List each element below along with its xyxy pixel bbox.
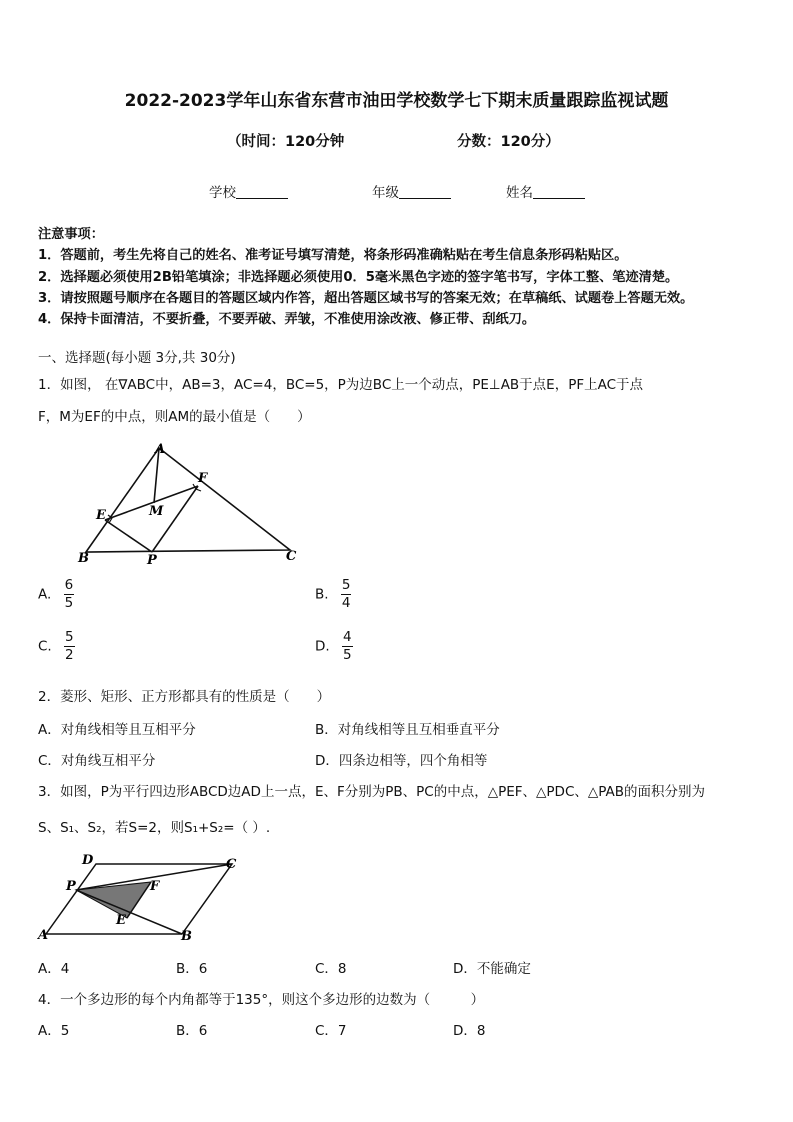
q2-option-b[interactable]: B．对角线相等且互相垂直平分 bbox=[315, 722, 500, 738]
q4-stem: 4．一个多边形的每个内角都等于135°，则这个多边形的边数为（ ） bbox=[38, 992, 485, 1008]
label-p: P bbox=[147, 553, 157, 566]
label-e: E bbox=[116, 913, 126, 928]
q4-option-c[interactable]: C．7 bbox=[315, 1023, 347, 1039]
label-f: F bbox=[198, 471, 208, 486]
school-field bbox=[209, 181, 288, 201]
q3-option-b[interactable]: B．6 bbox=[176, 961, 208, 977]
q3-stem-line2: S、S₁、S₂，若S=2，则S₁+S₂=（ ）. bbox=[38, 820, 271, 836]
school-label: 学校 bbox=[209, 185, 236, 201]
q1-option-c[interactable] bbox=[38, 629, 75, 664]
note-item: 3．请按照题号顺序在各题目的答题区域内作答，超出答题区域书写的答案无效；在草稿纸、试题卷上答题无效。 bbox=[38, 290, 694, 306]
numerator: 6 bbox=[64, 577, 74, 593]
school-blank bbox=[236, 184, 288, 199]
name-blank bbox=[533, 184, 585, 199]
q4-option-b[interactable]: B．6 bbox=[176, 1023, 208, 1039]
denominator: 5 bbox=[342, 647, 352, 663]
q1-option-a[interactable] bbox=[38, 577, 74, 612]
segment-pf bbox=[152, 486, 198, 552]
label-d: D bbox=[82, 853, 94, 868]
exam-score: 分数：120分） bbox=[457, 134, 560, 150]
label-c: C bbox=[226, 857, 237, 872]
label-f: F bbox=[150, 879, 160, 894]
note-item: 4．保持卡面清洁，不要折叠，不要弄破、弄皱，不准使用涂改液、修正带、刮纸刀。 bbox=[38, 312, 536, 328]
denominator: 2 bbox=[65, 647, 74, 663]
q1-option-d[interactable] bbox=[315, 629, 353, 664]
label-m: M bbox=[149, 504, 164, 519]
label-c: C bbox=[286, 549, 297, 564]
fraction bbox=[341, 577, 352, 612]
grade-blank bbox=[399, 184, 451, 199]
q3-option-d[interactable]: D．不能确定 bbox=[453, 961, 531, 977]
label-b: B bbox=[78, 551, 89, 566]
option-letter: A. bbox=[38, 586, 52, 603]
q2-option-a[interactable]: A．对角线相等且互相平分 bbox=[38, 722, 196, 738]
option-letter: D. bbox=[315, 638, 330, 655]
q3-figure bbox=[34, 852, 244, 944]
q3-option-a[interactable]: A．4 bbox=[38, 961, 70, 977]
q4-option-a[interactable]: A．5 bbox=[38, 1023, 70, 1039]
q3-option-c[interactable]: C．8 bbox=[315, 961, 347, 977]
note-item: 2．选择题必须使用2B铅笔填涂；非选择题必须使用0．5毫米黑色字迹的签字笔书写，字体工整、笔迹清楚。 bbox=[38, 269, 679, 285]
option-letter: C. bbox=[38, 638, 52, 655]
numerator: 4 bbox=[342, 629, 352, 645]
grade-field bbox=[372, 181, 451, 201]
q1-stem-line1: 1．如图， 在∇ABC中，AB=3，AC=4，BC=5，P为边BC上一个动点，PE⊥AB于点E，PF上AC于点 bbox=[38, 377, 644, 393]
name-label: 姓名 bbox=[506, 185, 533, 201]
label-a: A bbox=[155, 442, 166, 457]
label-b: B bbox=[181, 929, 192, 944]
notes-heading: 注意事项： bbox=[38, 227, 104, 242]
fraction bbox=[342, 629, 353, 664]
q1-stem-line2: F，M为EF的中点，则AM的最小值是（ ） bbox=[38, 409, 311, 425]
note-item: 1．答题前，考生先将自己的姓名、准考证号填写清楚，将条形码准确粘贴在考生信息条形码粘贴区。 bbox=[38, 248, 628, 264]
notes-block bbox=[38, 224, 693, 330]
q2-option-c[interactable]: C．对角线互相平分 bbox=[38, 753, 156, 769]
numerator: 5 bbox=[341, 577, 351, 593]
q1-figure bbox=[74, 438, 304, 566]
q2-option-d[interactable]: D．四条边相等，四个角相等 bbox=[315, 753, 488, 769]
q4-option-d[interactable]: D．8 bbox=[453, 1023, 486, 1039]
fraction bbox=[64, 629, 75, 664]
q1-option-b[interactable] bbox=[315, 577, 351, 612]
exam-time: （时间：120分钟 bbox=[227, 134, 345, 150]
segment-pe bbox=[105, 520, 152, 552]
q2-stem: 2．菱形、矩形、正方形都具有的性质是（ ） bbox=[38, 689, 331, 705]
page-title: 2022-2023学年山东省东营市油田学校数学七下期末质量跟踪监视试题 bbox=[124, 91, 669, 111]
label-a: A bbox=[38, 928, 49, 943]
fraction bbox=[64, 577, 75, 612]
numerator: 5 bbox=[65, 629, 74, 645]
denominator: 4 bbox=[341, 595, 351, 611]
section-heading: 一、选择题(每小题 3分,共 30分) bbox=[38, 350, 236, 366]
name-field bbox=[506, 181, 585, 201]
denominator: 5 bbox=[64, 595, 74, 611]
q3-stem-line1: 3．如图，P为平行四边形ABCD边AD上一点，E、F分别为PB、PC的中点，△PEF、△PDC、△PAB的面积分别为 bbox=[38, 784, 706, 800]
grade-label: 年级 bbox=[372, 185, 399, 201]
label-e: E bbox=[96, 508, 106, 523]
option-letter: B. bbox=[315, 586, 329, 603]
label-p: P bbox=[66, 879, 76, 894]
